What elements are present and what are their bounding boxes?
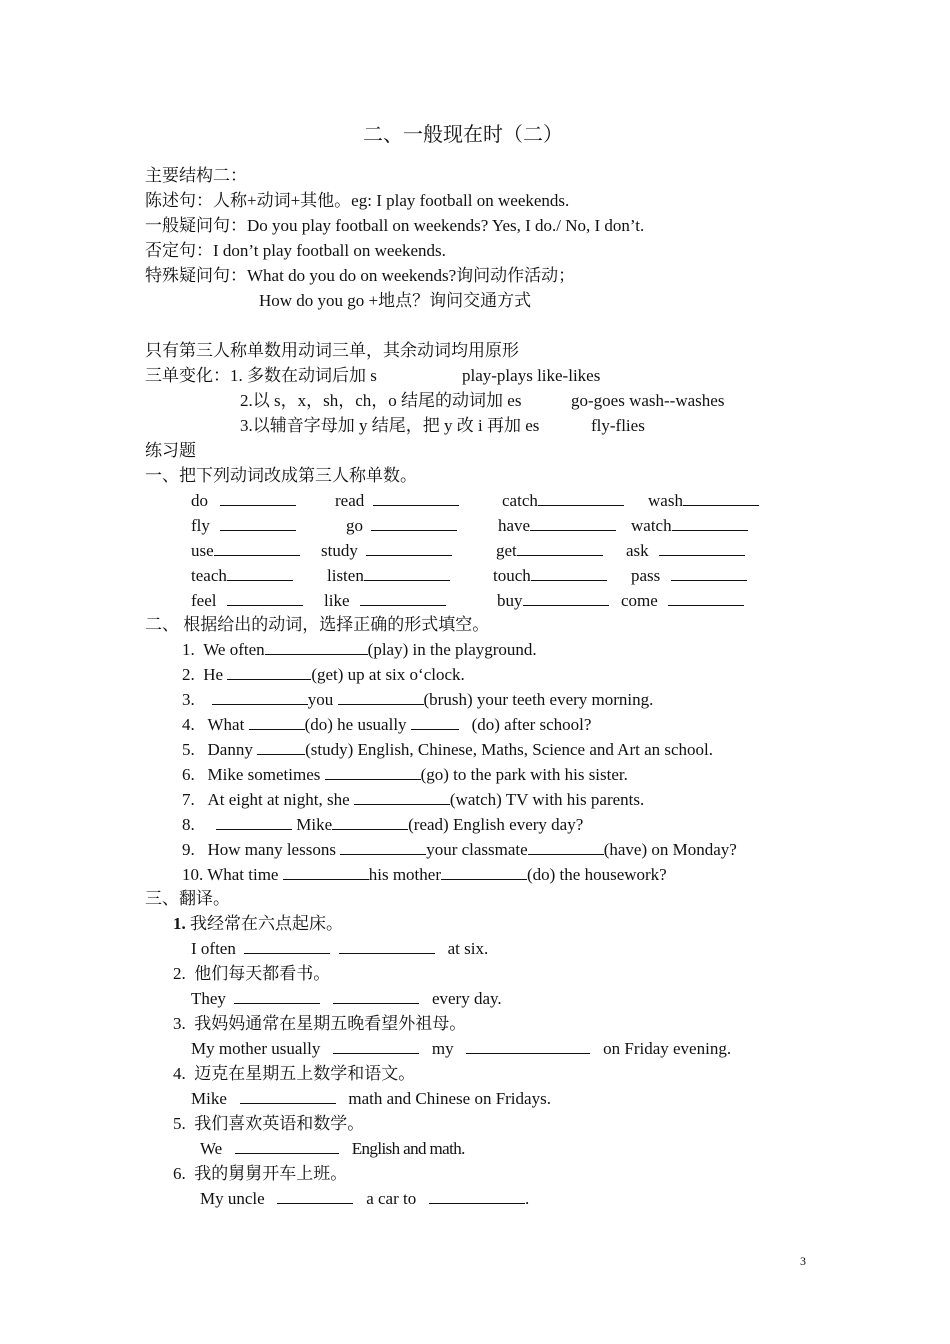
verb-item: pass	[631, 565, 747, 587]
answer-blank[interactable]	[277, 1189, 353, 1204]
answer-blank[interactable]	[523, 591, 609, 606]
answer-blank[interactable]	[530, 516, 616, 531]
part3-heading: 三、翻译。	[145, 889, 230, 908]
verb-item: wash	[648, 490, 759, 512]
answer-blank[interactable]	[354, 790, 450, 805]
negative-rule: 否定句：I don’t play football on weekends.	[145, 241, 446, 260]
fill-sentence-7: 7. At eight at night, she (watch) TV with his parents.	[182, 790, 645, 809]
answer-blank[interactable]	[672, 516, 748, 531]
answer-blank[interactable]	[227, 566, 293, 581]
page-number: 3	[800, 1254, 806, 1268]
fill-sentence-9: 9. How many lessons your classmate (have) on Monday?	[182, 840, 737, 859]
answer-blank[interactable]	[214, 541, 300, 556]
translate-answer-1: I often at six.	[191, 939, 489, 958]
fill-sentence-6: 6. Mike sometimes (go) to the park with his sister.	[182, 765, 628, 784]
answer-blank[interactable]	[227, 665, 311, 680]
fill-sentence-3: 3. you (brush) your teeth every morning.	[182, 690, 654, 709]
answer-blank[interactable]	[339, 939, 435, 954]
translate-answer-4: Mike math and Chinese on Fridays.	[191, 1089, 551, 1108]
answer-blank[interactable]	[227, 591, 303, 606]
answer-blank[interactable]	[531, 566, 607, 581]
answer-blank[interactable]	[360, 591, 446, 606]
answer-blank[interactable]	[528, 840, 604, 855]
rule-1: 三单变化：1. 多数在动词后加 s	[145, 366, 377, 385]
answer-blank[interactable]	[234, 989, 320, 1004]
answer-blank[interactable]	[429, 1189, 525, 1204]
fill-sentence-10: 10. What time his mother (do) the housework?	[182, 865, 667, 884]
answer-blank[interactable]	[364, 566, 450, 581]
translate-answer-5: We English and math.	[200, 1139, 465, 1158]
answer-blank[interactable]	[338, 690, 424, 705]
translate-answer-2: They every day.	[191, 989, 502, 1008]
answer-blank[interactable]	[538, 491, 624, 506]
special-question-rule: 特殊疑问句：What do you do on weekends?询问动作活动；	[145, 266, 576, 285]
answer-blank[interactable]	[366, 541, 452, 556]
question-rule: 一般疑问句：Do you play football on weekends? Yes, I do./ No, I don’t.	[145, 216, 645, 235]
rule-2: 2.以 s，x，sh，ch，o 结尾的动词加 es	[240, 391, 522, 410]
answer-blank[interactable]	[333, 1039, 419, 1054]
part2-heading: 二、 根据给出的动词，选择正确的形式填空。	[145, 615, 490, 634]
verb-item: catch	[502, 490, 624, 512]
verb-item: like	[324, 590, 446, 612]
answer-blank[interactable]	[671, 566, 747, 581]
verb-item: listen	[327, 565, 450, 587]
verb-item: touch	[493, 565, 607, 587]
answer-blank[interactable]	[235, 1139, 339, 1154]
fill-sentence-2: 2. He (get) up at six o‘clock.	[182, 665, 465, 684]
verb-item: have	[498, 515, 616, 537]
answer-blank[interactable]	[220, 516, 296, 531]
structure-heading: 主要结构二：	[145, 166, 247, 185]
verb-item: ask	[626, 540, 745, 562]
answer-blank[interactable]	[340, 840, 426, 855]
answer-blank[interactable]	[216, 815, 292, 830]
third-person-note: 只有第三人称单数用动词三单，其余动词均用原形	[145, 341, 519, 360]
translate-answer-3: My mother usually my on Friday evening.	[191, 1039, 732, 1058]
answer-blank[interactable]	[244, 939, 330, 954]
answer-blank[interactable]	[257, 740, 305, 755]
translate-prompt-5: 5. 我们喜欢英语和数学。	[173, 1114, 365, 1133]
answer-blank[interactable]	[466, 1039, 590, 1054]
answer-blank[interactable]	[333, 989, 419, 1004]
verb-item: do	[191, 490, 296, 512]
statement-rule: 陈述句：人称+动词+其他。eg: I play football on weekends.	[145, 191, 570, 210]
translate-prompt-3: 3. 我妈妈通常在星期五晚看望外祖母。	[173, 1014, 467, 1033]
answer-blank[interactable]	[249, 715, 305, 730]
answer-blank[interactable]	[441, 865, 527, 880]
answer-blank[interactable]	[411, 715, 459, 730]
translate-prompt-2: 2. 他们每天都看书。	[173, 964, 331, 983]
part1-heading: 一、把下列动词改成第三人称单数。	[145, 466, 417, 485]
answer-blank[interactable]	[212, 690, 308, 705]
fill-sentence-4: 4. What (do) he usually (do) after school?	[182, 715, 592, 734]
rule-1-example: play-plays like-likes	[462, 366, 601, 385]
answer-blank[interactable]	[668, 591, 744, 606]
exercises-heading: 练习题	[145, 441, 196, 460]
answer-blank[interactable]	[371, 516, 457, 531]
verb-item: feel	[191, 590, 303, 612]
answer-blank[interactable]	[659, 541, 745, 556]
verb-item: come	[621, 590, 744, 612]
rule-3-example: fly-flies	[591, 416, 645, 435]
verb-item: buy	[497, 590, 609, 612]
rule-2-example: go-goes wash--washes	[571, 391, 725, 410]
answer-blank[interactable]	[683, 491, 759, 506]
translate-answer-6: My uncle a car to .	[200, 1189, 530, 1208]
fill-sentence-1: 1. We often (play) in the playground.	[182, 640, 537, 659]
verb-item: use	[191, 540, 300, 562]
translate-prompt-1: 1. 我经常在六点起床。	[173, 914, 343, 933]
answer-blank[interactable]	[517, 541, 603, 556]
answer-blank[interactable]	[240, 1089, 336, 1104]
verb-item: fly	[191, 515, 296, 537]
verb-item: teach	[191, 565, 293, 587]
fill-sentence-5: 5. Danny (study) English, Chinese, Maths, Science and Art an school.	[182, 740, 714, 759]
translate-prompt-4: 4. 迈克在星期五上数学和语文。	[173, 1064, 416, 1083]
verb-item: study	[321, 540, 452, 562]
verb-item: read	[335, 490, 459, 512]
answer-blank[interactable]	[265, 640, 368, 655]
verb-item: get	[496, 540, 603, 562]
rule-3: 3.以辅音字母加 y 结尾，把 y 改 i 再加 es	[240, 416, 540, 435]
page-title: 二、一般现在时（二）	[363, 124, 563, 146]
answer-blank[interactable]	[332, 815, 408, 830]
translate-prompt-6: 6. 我的舅舅开车上班。	[173, 1164, 348, 1183]
answer-blank[interactable]	[325, 765, 421, 780]
special-question-rule-2: How do you go +地点？询问交通方式	[259, 291, 532, 310]
answer-blank[interactable]	[283, 865, 369, 880]
verb-item: watch	[631, 515, 748, 537]
fill-sentence-8: 8. Mike (read) English every day?	[182, 815, 584, 834]
answer-blank[interactable]	[220, 491, 296, 506]
verb-item: go	[346, 515, 457, 537]
answer-blank[interactable]	[373, 491, 459, 506]
